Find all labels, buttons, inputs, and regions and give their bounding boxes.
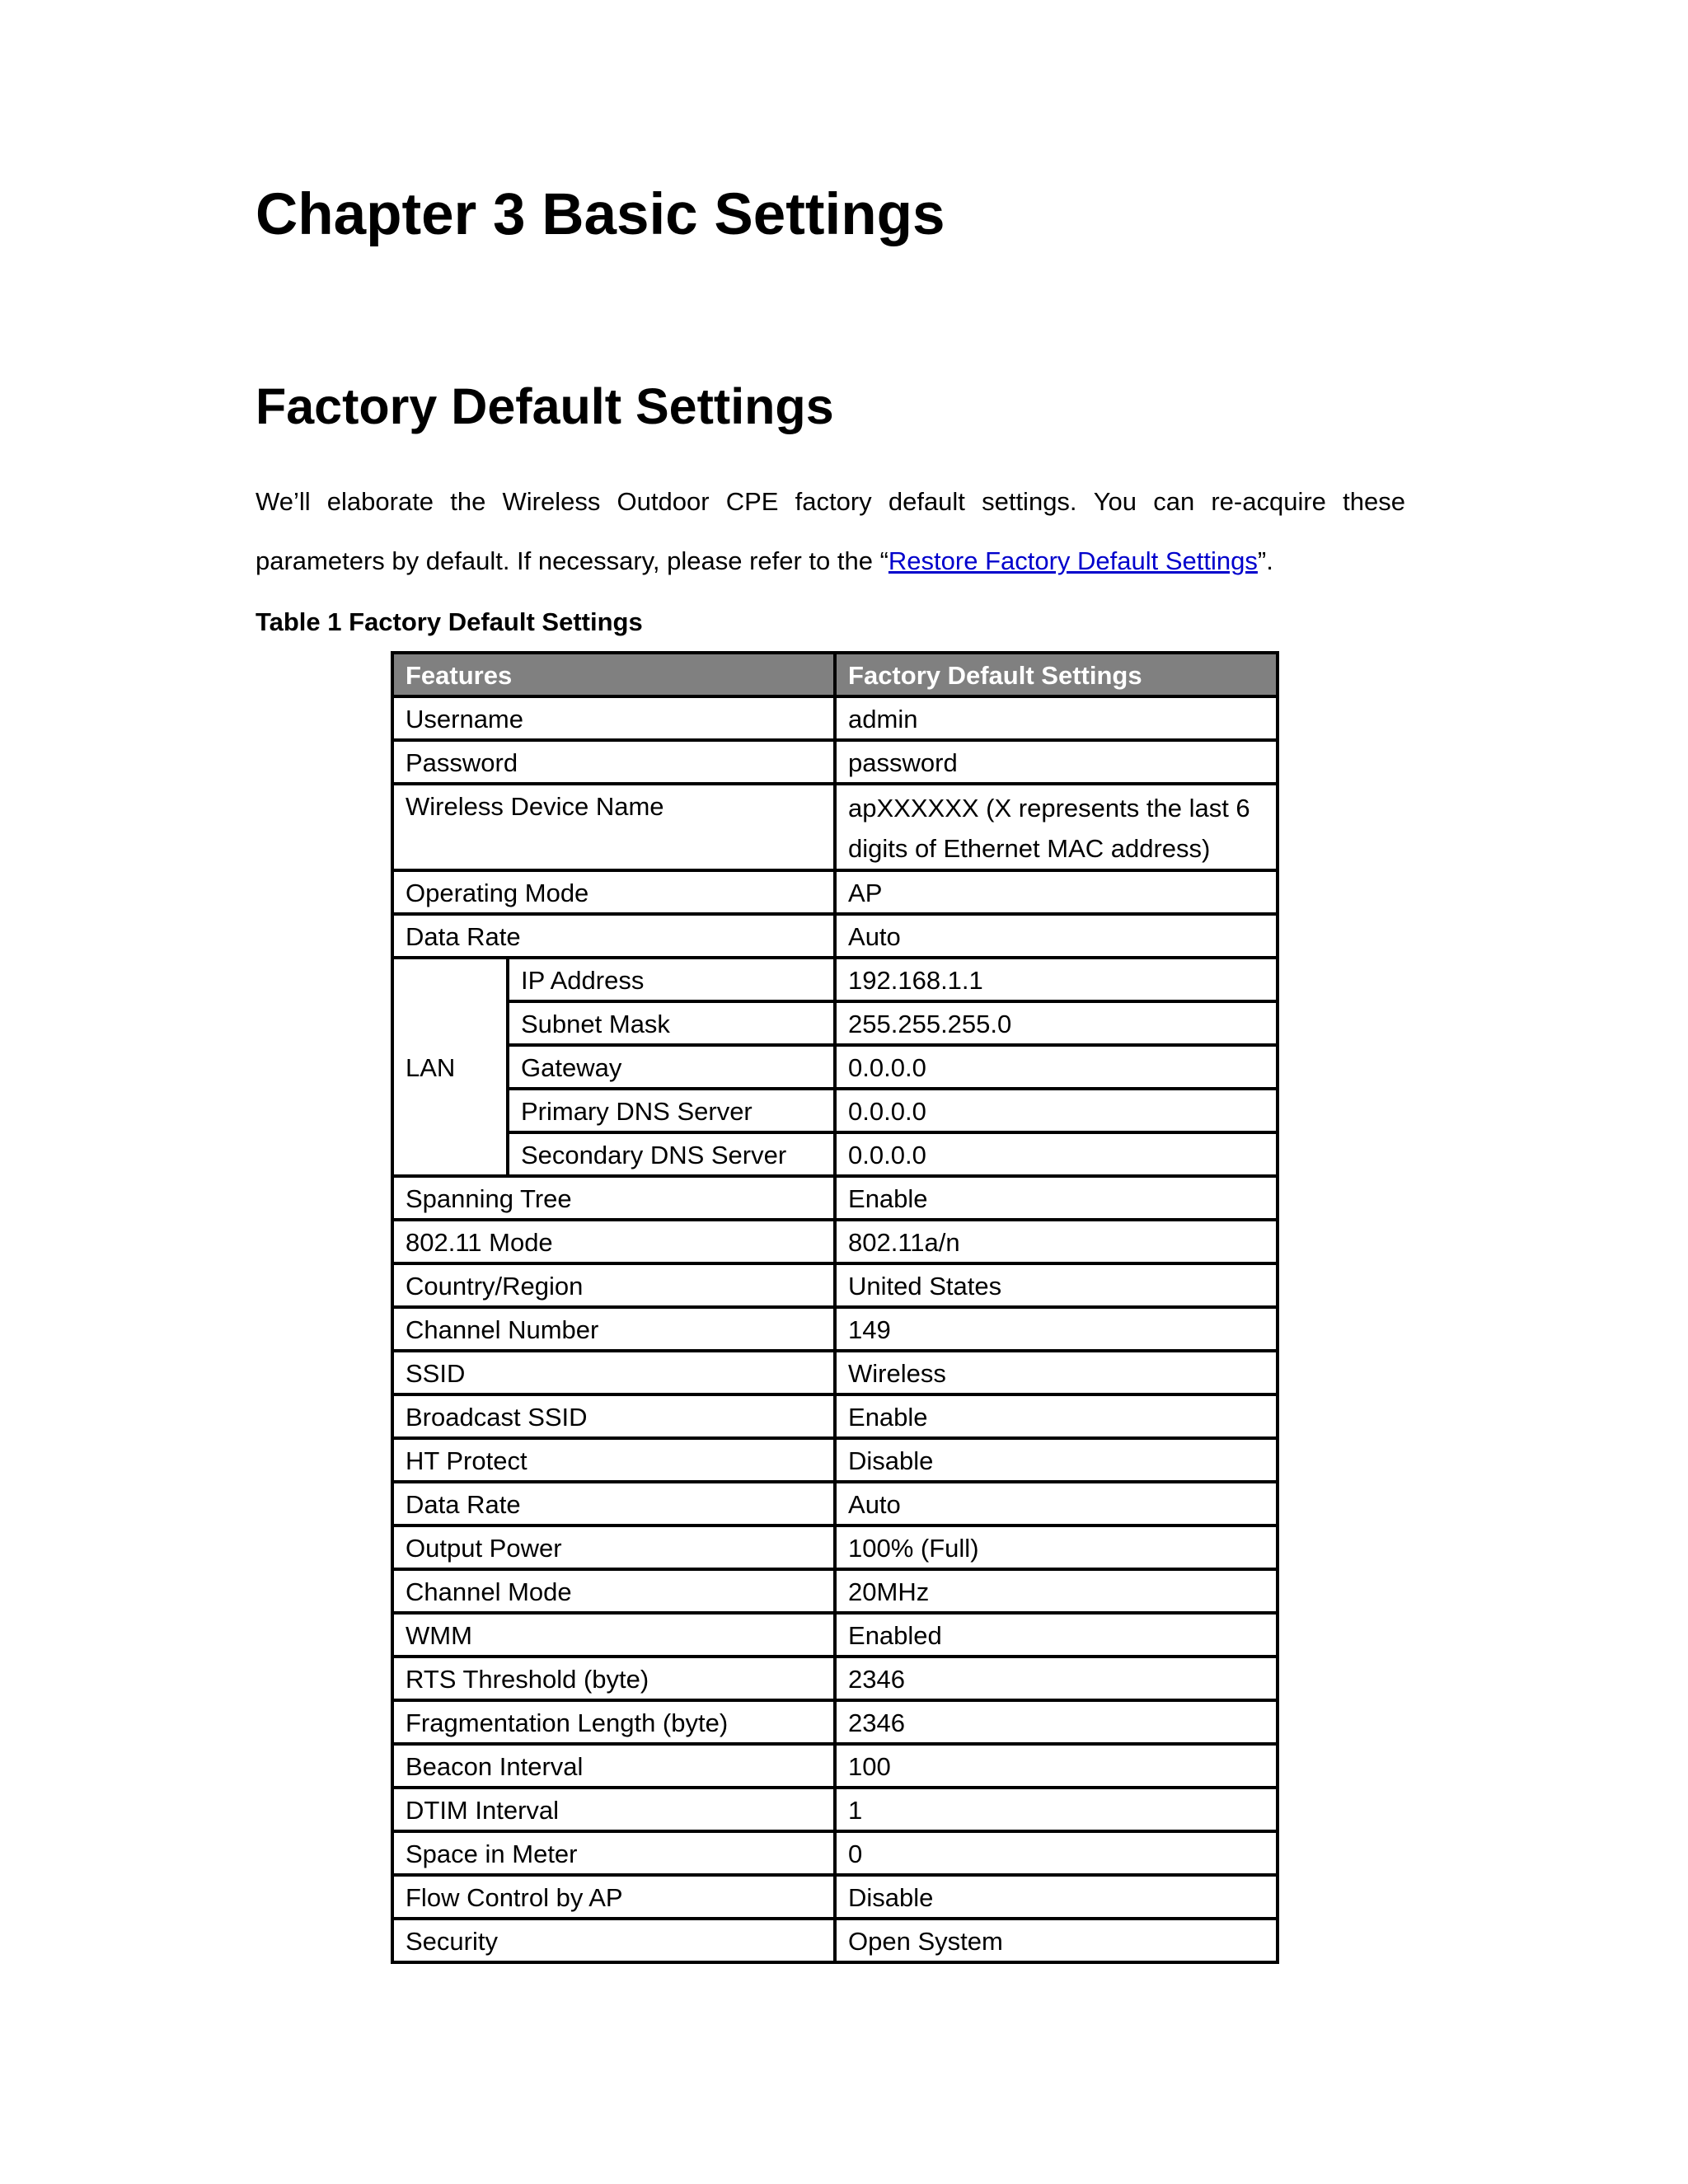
- intro-word: elaborate: [326, 487, 434, 516]
- feature-cell: HT Protect: [392, 1438, 835, 1482]
- value-cell: password: [835, 740, 1278, 784]
- table-row: [392, 1744, 1278, 1788]
- table-row: [392, 1438, 1278, 1482]
- intro-word: re-acquire: [1211, 487, 1326, 516]
- feature-cell: DTIM Interval: [392, 1788, 835, 1831]
- value-cell: Open System: [835, 1919, 1278, 1962]
- table-row: [392, 1919, 1278, 1962]
- section-title: Factory Default Settings: [256, 378, 834, 434]
- lan-value-cell: 0.0.0.0: [835, 1045, 1278, 1089]
- value-cell: Enable: [835, 1394, 1278, 1438]
- intro-word: We’ll: [256, 487, 311, 516]
- table-row: [392, 870, 1278, 914]
- value-cell: Enable: [835, 1176, 1278, 1220]
- intro-word: You: [1093, 487, 1137, 516]
- table-row: [392, 914, 1278, 958]
- table-row-lan: [392, 1089, 1278, 1132]
- value-cell: 100% (Full): [835, 1526, 1278, 1569]
- table-row: [392, 1263, 1278, 1307]
- table-body: [392, 696, 1278, 1962]
- table-row-lan: [392, 1045, 1278, 1089]
- header-features: Features: [392, 653, 835, 696]
- table-header-row: [392, 653, 1278, 696]
- table-row: [392, 1700, 1278, 1744]
- lan-feature-cell: Gateway: [508, 1045, 835, 1089]
- intro-paragraph-line-2: [256, 546, 1405, 576]
- table-row: [392, 1394, 1278, 1438]
- value-cell: 1: [835, 1788, 1278, 1831]
- value-cell: Disable: [835, 1875, 1278, 1919]
- table-row: [392, 1176, 1278, 1220]
- table-row: [392, 1657, 1278, 1700]
- intro-word: these: [1343, 487, 1405, 516]
- feature-cell: RTS Threshold (byte): [392, 1657, 835, 1700]
- table-row: [392, 1307, 1278, 1351]
- factory-default-settings-table: [391, 651, 1279, 1964]
- lan-group-label: LAN: [392, 958, 508, 1176]
- feature-cell: Fragmentation Length (byte): [392, 1700, 835, 1744]
- table-row: [392, 1788, 1278, 1831]
- value-cell: 149: [835, 1307, 1278, 1351]
- value-cell: 2346: [835, 1657, 1278, 1700]
- table-row: [392, 1613, 1278, 1657]
- intro-word: factory: [795, 487, 872, 516]
- restore-factory-defaults-link[interactable]: Restore Factory Default Settings: [888, 546, 1258, 575]
- table-row: [392, 1875, 1278, 1919]
- table-row: [392, 1351, 1278, 1394]
- feature-cell: Data Rate: [392, 914, 835, 958]
- table-row: [392, 784, 1278, 870]
- table-row-lan: [392, 958, 1278, 1001]
- feature-cell: Space in Meter: [392, 1831, 835, 1875]
- lan-feature-cell: Secondary DNS Server: [508, 1132, 835, 1176]
- lan-value-cell: 0.0.0.0: [835, 1132, 1278, 1176]
- value-cell: 802.11a/n: [835, 1220, 1278, 1263]
- lan-value-cell: 255.255.255.0: [835, 1001, 1278, 1045]
- lan-feature-cell: Primary DNS Server: [508, 1089, 835, 1132]
- intro-word: settings.: [982, 487, 1077, 516]
- feature-cell: SSID: [392, 1351, 835, 1394]
- value-cell: 20MHz: [835, 1569, 1278, 1613]
- intro-word: CPE: [725, 487, 779, 516]
- feature-cell: Password: [392, 740, 835, 784]
- feature-cell: Channel Number: [392, 1307, 835, 1351]
- feature-cell: Wireless Device Name: [392, 784, 835, 870]
- table-row-lan: [392, 1132, 1278, 1176]
- header-factory-default-settings: Factory Default Settings: [835, 653, 1278, 696]
- feature-cell: Flow Control by AP: [392, 1875, 835, 1919]
- intro-word: can: [1153, 487, 1195, 516]
- lan-feature-cell: IP Address: [508, 958, 835, 1001]
- feature-cell: Spanning Tree: [392, 1176, 835, 1220]
- feature-cell: WMM: [392, 1613, 835, 1657]
- lan-value-cell: 0.0.0.0: [835, 1089, 1278, 1132]
- table-row: [392, 696, 1278, 740]
- table-row-lan: [392, 1001, 1278, 1045]
- value-cell: United States: [835, 1263, 1278, 1307]
- table-row: [392, 1569, 1278, 1613]
- feature-cell: Security: [392, 1919, 835, 1962]
- value-cell: admin: [835, 696, 1278, 740]
- feature-cell: Beacon Interval: [392, 1744, 835, 1788]
- feature-cell: Channel Mode: [392, 1569, 835, 1613]
- table-row: [392, 740, 1278, 784]
- value-cell: Enabled: [835, 1613, 1278, 1657]
- value-cell: Auto: [835, 914, 1278, 958]
- value-cell: Auto: [835, 1482, 1278, 1526]
- table-row: [392, 1831, 1278, 1875]
- feature-cell: Username: [392, 696, 835, 740]
- lan-value-cell: 192.168.1.1: [835, 958, 1278, 1001]
- value-cell: apXXXXXX (X represents the last 6 digits of Ethernet MAC address): [835, 784, 1278, 870]
- table-row: [392, 1482, 1278, 1526]
- intro-text-before-link: parameters by default. If necessary, please refer to the “: [256, 546, 889, 575]
- intro-paragraph-line-1: [256, 486, 1405, 517]
- value-cell: Disable: [835, 1438, 1278, 1482]
- value-cell: Wireless: [835, 1351, 1278, 1394]
- lan-feature-cell: Subnet Mask: [508, 1001, 835, 1045]
- value-cell: 0: [835, 1831, 1278, 1875]
- intro-word: Outdoor: [617, 487, 710, 516]
- feature-cell: Broadcast SSID: [392, 1394, 835, 1438]
- value-cell: AP: [835, 870, 1278, 914]
- intro-text-after-link: ”.: [1257, 546, 1273, 575]
- feature-cell: 802.11 Mode: [392, 1220, 835, 1263]
- intro-word: Wireless: [502, 487, 601, 516]
- table-row: [392, 1526, 1278, 1569]
- intro-word: the: [450, 487, 486, 516]
- chapter-title: Chapter 3 Basic Settings: [256, 182, 945, 247]
- feature-cell: Operating Mode: [392, 870, 835, 914]
- value-cell: 100: [835, 1744, 1278, 1788]
- feature-cell: Country/Region: [392, 1263, 835, 1307]
- table-caption: Table 1 Factory Default Settings: [256, 607, 643, 636]
- intro-word: default: [888, 487, 965, 516]
- feature-cell: Output Power: [392, 1526, 835, 1569]
- feature-cell: Data Rate: [392, 1482, 835, 1526]
- table-row: [392, 1220, 1278, 1263]
- value-cell: 2346: [835, 1700, 1278, 1744]
